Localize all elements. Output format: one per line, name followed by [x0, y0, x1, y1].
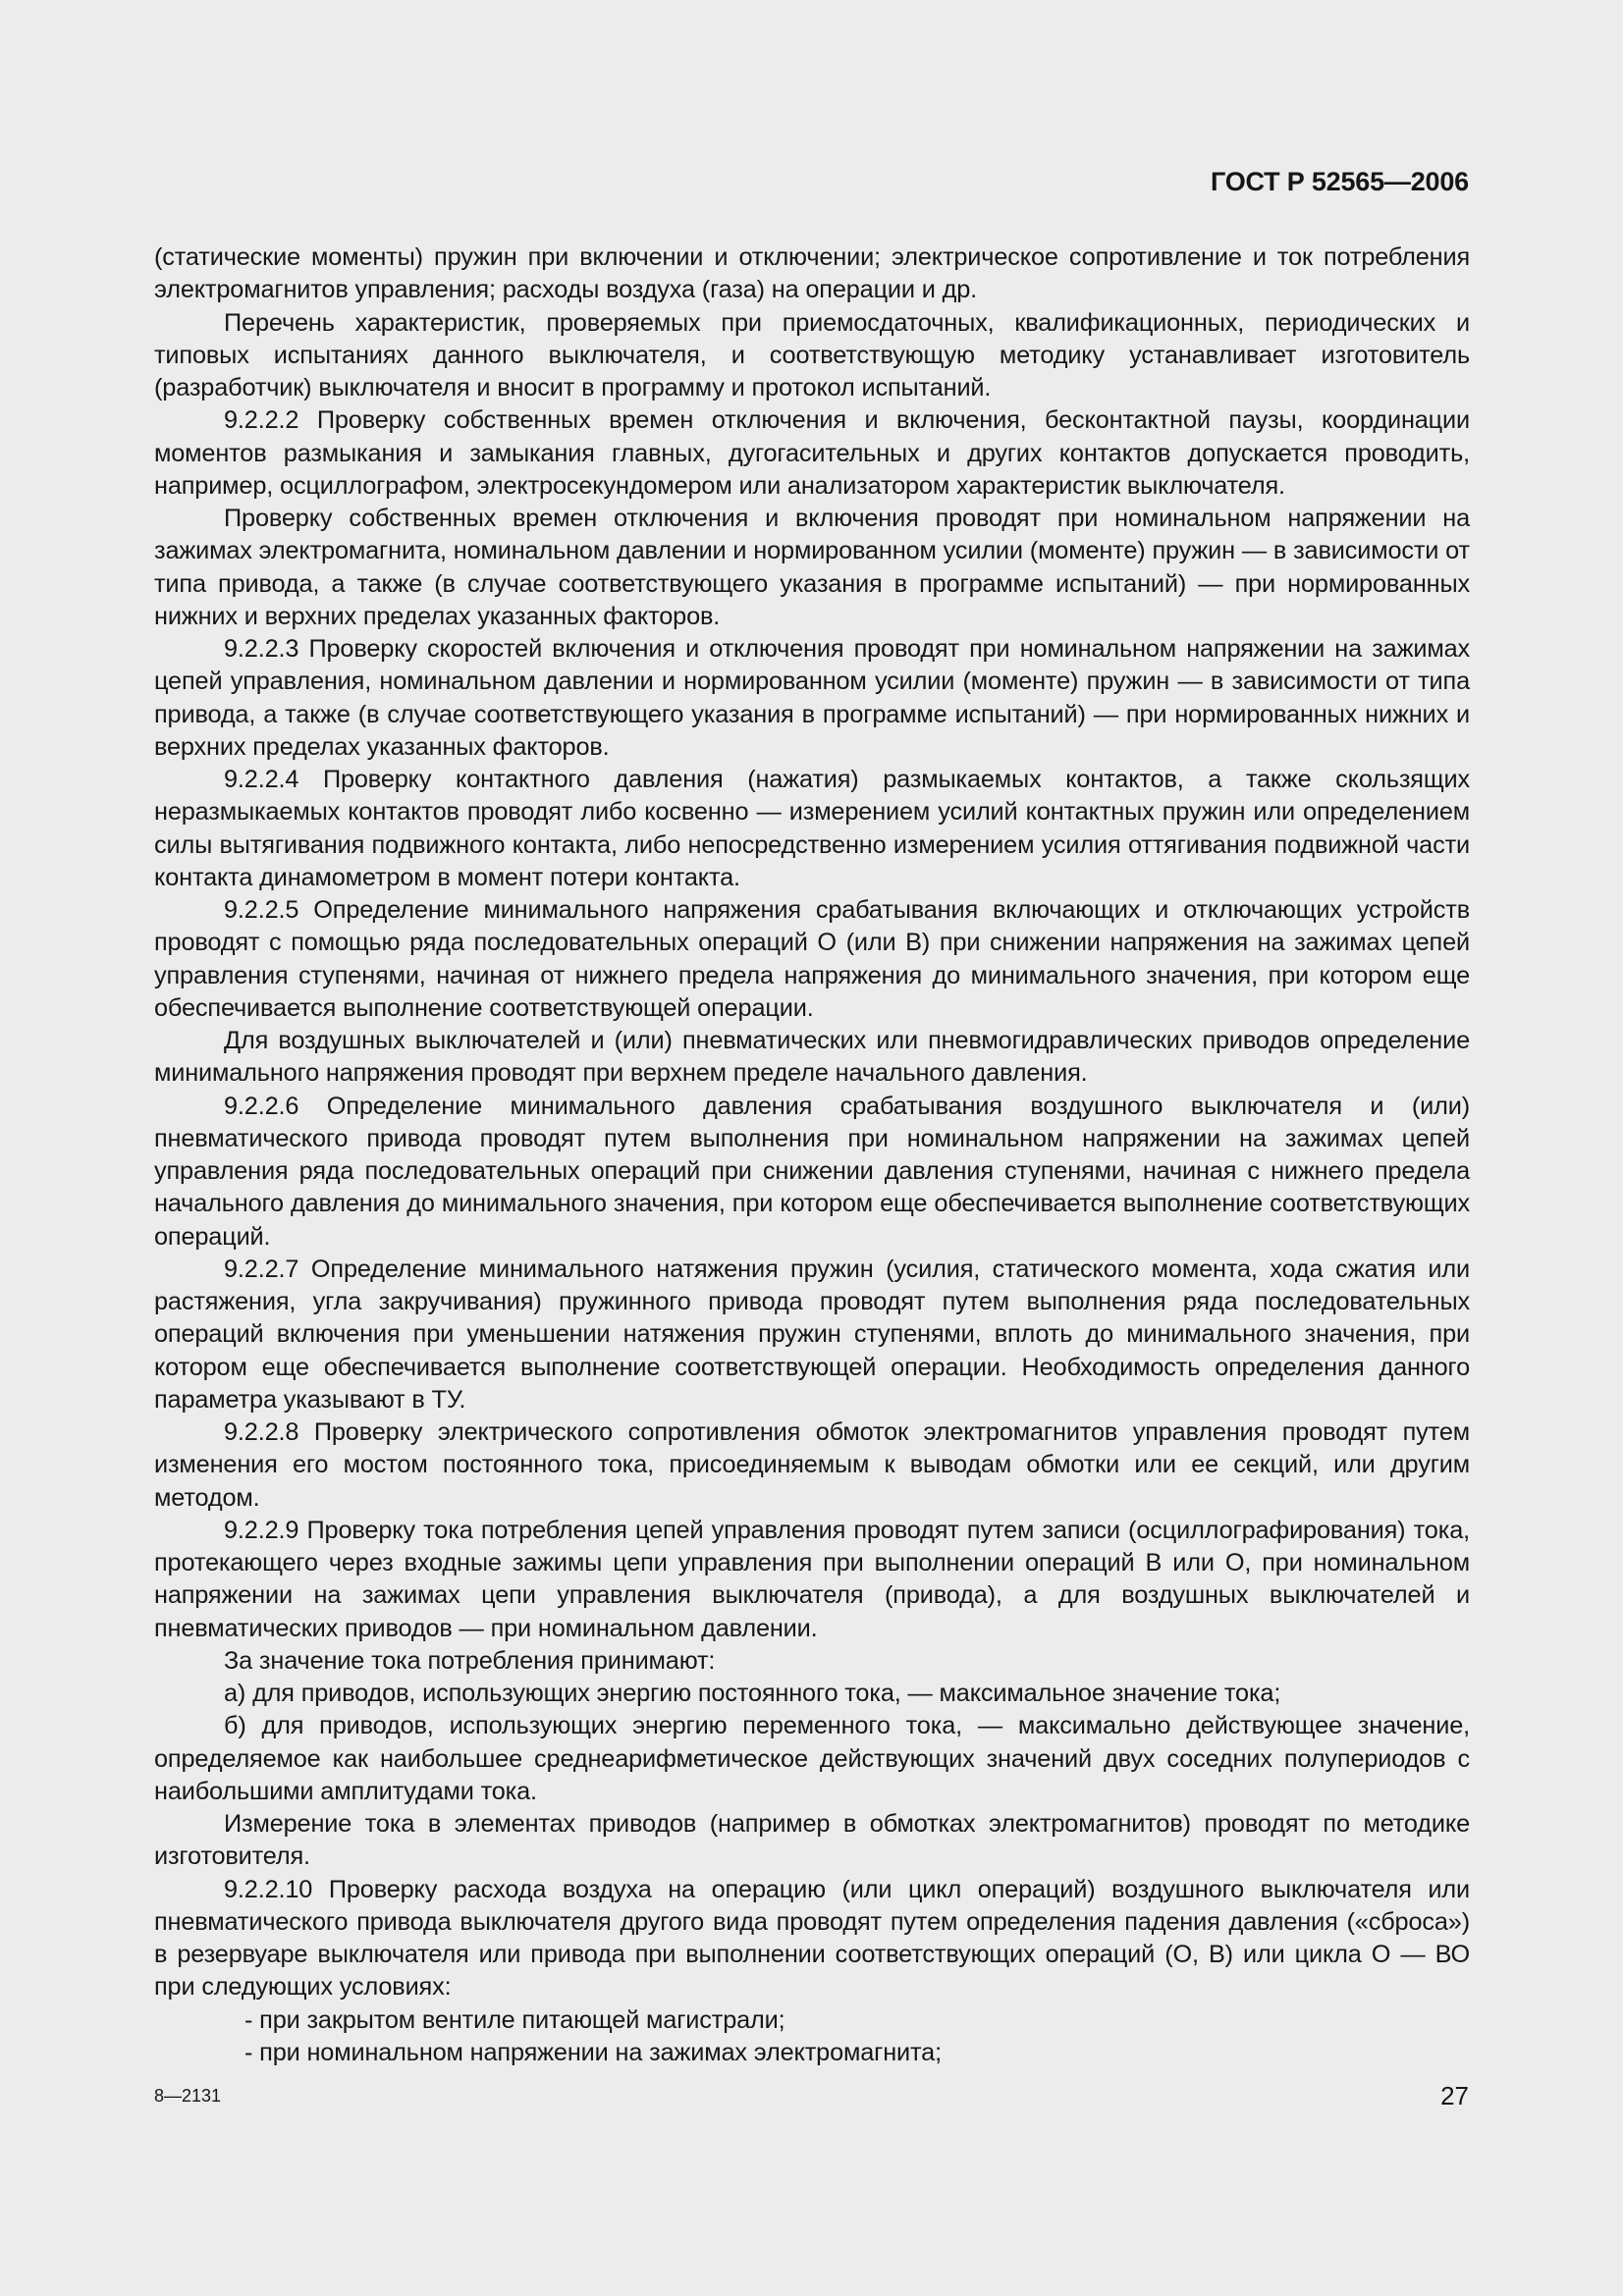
standard-header: ГОСТ Р 52565—2006 [1210, 167, 1469, 196]
condition-item-valve: - при закрытом вентиле питающей магистрали; [244, 2005, 785, 2034]
page-number: 27 [1440, 2081, 1469, 2110]
paragraph-9-2-2-2: 9.2.2.2 Проверку собственных времен отключения и включения, бесконтактной паузы, координации моментов размыкания и замыкания главных, дугогасительных и других контактов допускается проводить, например, осциллографом, электросекундомером или анализатором характеристик выключателя. [154, 406, 1470, 500]
paragraph-own-times: Проверку собственных времен отключения и включения проводят при номинальном напряжении на зажимах электромагнита, номинальном давлении и нормированном усилии (моменте) пружин — в зависимости от типа привода, а также (в случае соответствующего указания в программе испытаний) — при нормированных нижних и верхних пределах указанных факторов. [154, 505, 1470, 630]
paragraph-9-2-2-7: 9.2.2.7 Определение минимального натяжения пружин (усилия, статического момента, хода сжатия или растяжения, угла закручивания) пружинного привода проводят путем выполнения ряда последовательных операций включения при уменьшении натяжения пружин ступенями, вплоть до минимального значения, при котором еще обеспечивается выполнение соответствующей операции. Необходимость определения данного параметра указывают в ТУ. [154, 1255, 1470, 1414]
paragraph-9-2-2-4: 9.2.2.4 Проверку контактного давления (нажатия) размыкаемых контактов, а также скользящих неразмыкаемых контактов проводят либо косвенно — измерением усилий контактных пружин или определением силы вытягивания подвижного контакта, либо непосредственно измерением усилия оттягивания подвижной части контакта динамометром в момент потери контакта. [154, 766, 1470, 891]
paragraph-air-switches: Для воздушных выключателей и (или) пневматических или пневмогидравлических приводов определение минимального напряжения проводят при верхнем пределе начального давления. [154, 1027, 1470, 1088]
print-code: 8—2131 [154, 2086, 222, 2106]
list-item-a: а) для приводов, использующих энергию постоянного тока, — максимальное значение тока; [224, 1680, 1281, 1707]
paragraph-9-2-2-5: 9.2.2.5 Определение минимального напряжения срабатывания включающих и отключающих устройств проводят с помощью ряда последовательных операций О (или В) при снижении напряжения на зажимах цепей управления ступенями, начиная от нижнего предела напряжения до минимального значения, при котором еще обеспечивается выполнение соответствующей операции. [154, 896, 1470, 1022]
body-text [154, 241, 1470, 2069]
paragraph-current-value: За значение тока потребления принимают: [224, 1646, 716, 1675]
paragraph-current-measurement: Измерение тока в элементах приводов (например в обмотках электромагнитов) проводят по методике изготовителя. [154, 1810, 1470, 1871]
condition-item-voltage: - при номинальном напряжении на зажимах электромагнита; [244, 2038, 942, 2066]
list-item-b: б) для приводов, использующих энергию переменного тока, — максимально действующее значение, определяемое как наибольшее среднеарифметическое действующих значений двух соседних полупериодов с наибольшими амплитудами тока. [154, 1712, 1470, 1805]
paragraph-characteristics-list: Перечень характеристик, проверяемых при приемосдаточных, квалификационных, периодических и типовых испытаниях данного выключателя, и соответствующую методику устанавливает изготовитель (разработчик) выключателя и вносит в программу и протокол испытаний. [154, 308, 1470, 401]
paragraph-continuation: (статические моменты) пружин при включении и отключении; электрическое сопротивление и ток потребления электромагнитов управления; расходы воздуха (газа) на операции и др. [154, 243, 1470, 304]
paragraph-9-2-2-10: 9.2.2.10 Проверку расхода воздуха на операцию (или цикл операций) воздушного выключателя или пневматического привода выключателя другого вида проводят путем определения падения давления («сброса») в резервуаре выключателя или привода при выполнении соответствующих операций (О, В) или цикла О — ВО при следующих условиях: [154, 1875, 1470, 2002]
paragraph-9-2-2-9: 9.2.2.9 Проверку тока потребления цепей управления проводят путем записи (осциллографирования) тока, протекающего через входные зажимы цепи управления при выполнении операций В или О, при номинальном напряжении на зажимах цепи управления выключателя (привода), а для воздушных выключателей и пневматических приводов — при номинальном давлении. [154, 1516, 1470, 1642]
paragraph-9-2-2-8: 9.2.2.8 Проверку электрического сопротивления обмоток электромагнитов управления проводят путем изменения его мостом постоянного тока, присоединяемым к выводам обмотки или ее секций, или другим методом. [154, 1418, 1470, 1512]
paragraph-9-2-2-6: 9.2.2.6 Определение минимального давления срабатывания воздушного выключателя и (или) пневматического привода проводят путем выполнения при номинальном напряжении на зажимах цепей управления ряда последовательных операций при снижении давления ступенями, начиная с нижнего предела начального давления до минимального значения, при котором еще обеспечивается выполнение соответствующих операций. [154, 1092, 1470, 1251]
paragraph-9-2-2-3: 9.2.2.3 Проверку скоростей включения и отключения проводят при номинальном напряжении на зажимах цепей управления, номинальном давлении и нормированном усилии (моменте) пружин — в зависимости от типа привода, а также (в случае соответствующего указания в программе испытаний) — при нормированных нижних и верхних пределах указанных факторов. [154, 635, 1470, 761]
